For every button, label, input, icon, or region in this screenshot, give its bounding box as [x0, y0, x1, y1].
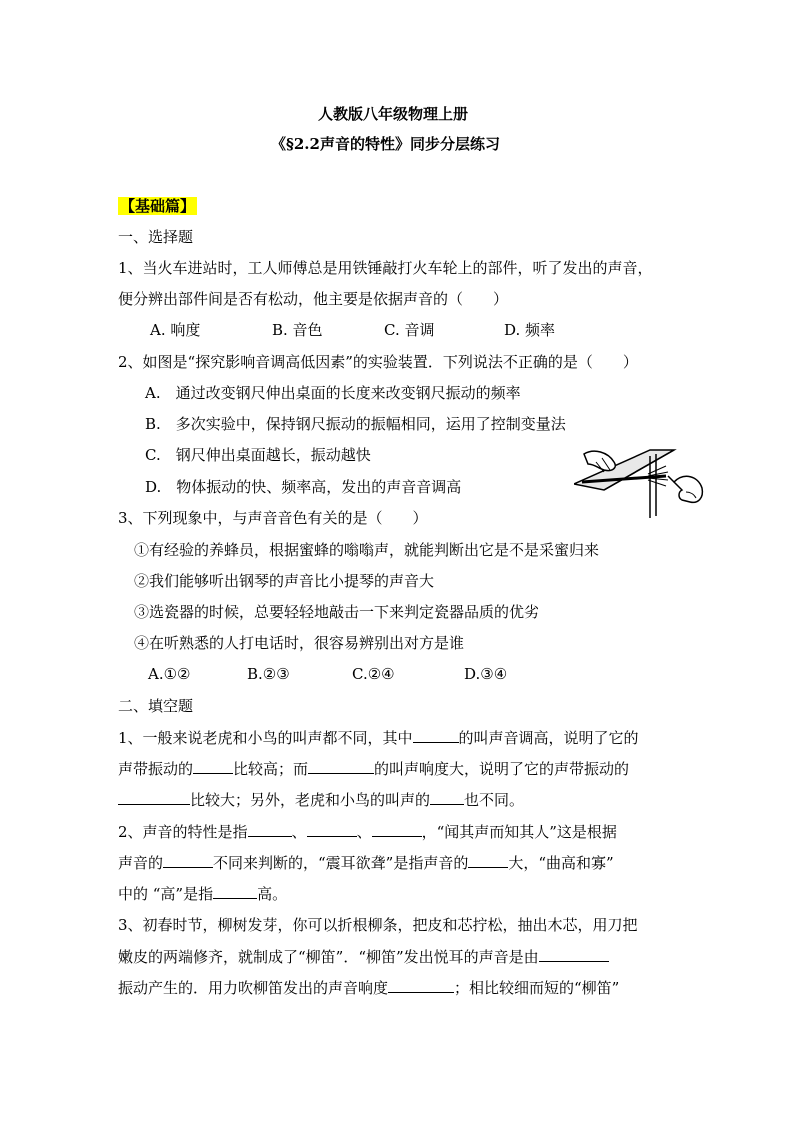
fill-q1-blank-1[interactable] [413, 727, 459, 743]
q3-option-b: B.②③ [247, 665, 290, 683]
fill-q1-text-c: 声带振动的 [118, 760, 194, 778]
fill-q2-blank-3[interactable] [372, 821, 422, 837]
q1-option-b: B. 音色 [272, 321, 323, 339]
fill-q2-text-a: 2、声音的特性是指 [118, 823, 248, 841]
fill-q1-line2 [118, 758, 629, 779]
q1-option-d: D. 频率 [504, 321, 556, 339]
fill-q3-text-c: ；相比较细而短的“柳笛” [454, 979, 620, 997]
section-basic-label [118, 196, 197, 216]
part2-heading: 二、填空题 [118, 697, 194, 715]
fill-q1-text-a: 1、一般来说老虎和小鸟的叫声都不同，其中 [118, 729, 413, 747]
fill-q2-text-g: 高。 [257, 885, 288, 903]
fill-q1-line1 [118, 727, 639, 748]
fill-q2-line2 [118, 852, 614, 873]
fill-q2-sep-1: 、 [291, 823, 307, 841]
fill-q1-blank-4[interactable] [118, 789, 190, 805]
q3-stem: 3、下列现象中，与声音音色有关的是（ ） [118, 509, 428, 527]
fill-q1-blank-2[interactable] [193, 758, 233, 774]
fill-q3-line1: 3、初春时节，柳树发芽，你可以折根柳条，把皮和芯拧松，抽出木芯，用刀把 [118, 916, 638, 934]
fill-q2-sep-2: 、 [356, 823, 372, 841]
fill-q2-blank-4[interactable] [163, 852, 213, 868]
fill-q3-blank-1[interactable] [539, 946, 609, 962]
steel-ruler-experiment-figure [574, 442, 710, 520]
q1-stem-line1: 1、当火车进站时，工人师傅总是用铁锤敲打火车轮上的部件，听了发出的声音， [118, 259, 653, 277]
q2-stem: 2、如图是“探究影响音调高低因素”的实验装置．下列说法不正确的是（ ） [118, 353, 638, 371]
q2-option-c: C. 钢尺伸出桌面越长，振动越快 [145, 446, 371, 464]
q3-option-d: D.③④ [464, 665, 508, 683]
fill-q2-text-b: ，“闻其声而知其人”这是根据 [421, 823, 617, 841]
fill-q3-text-a: 嫩皮的两端修齐，就制成了“柳笛”．“柳笛”发出悦耳的声音是由 [118, 948, 539, 966]
fill-q1-text-e: 的叫声响度大，说明了它的声带振动的 [374, 760, 630, 778]
fill-q2-blank-5[interactable] [468, 852, 508, 868]
q1-option-a: A. 响度 [150, 321, 201, 339]
q2-option-d: D. 物体振动的快、频率高，发出的声音音调高 [145, 478, 462, 496]
q3-item-1: ①有经验的养蜂员，根据蜜蜂的嗡嗡声，就能判断出它是不是采蜜归来 [134, 541, 600, 559]
fill-q2-blank-2[interactable] [307, 821, 357, 837]
fill-q1-text-f: 比较大；另外，老虎和小鸟的叫声的 [190, 791, 431, 809]
fill-q2-text-f: 中的 “高”是指 [118, 885, 214, 903]
q1-stem-line2: 便分辨出部件间是否有松动，他主要是依据声音的（ ） [118, 290, 509, 308]
fill-q2-blank-1[interactable] [248, 821, 292, 837]
q2-option-a: A. 通过改变钢尺伸出桌面的长度来改变钢尺振动的频率 [145, 384, 521, 402]
document-title: 人教版八年级物理上册 [318, 105, 469, 123]
fill-q1-blank-3[interactable] [308, 758, 374, 774]
q3-item-3: ③选瓷器的时候，总要轻轻地敲击一下来判定瓷器品质的优劣 [134, 603, 540, 621]
q2-option-b: B. 多次实验中，保持钢尺振动的振幅相同，运用了控制变量法 [145, 415, 566, 433]
fill-q2-text-d: 不同来判断的，“震耳欲聋”是指声音的 [213, 854, 469, 872]
fill-q3-text-b: 振动产生的．用力吹柳笛发出的声音响度 [118, 979, 389, 997]
q3-option-c: C.②④ [352, 665, 395, 683]
fill-q3-blank-2[interactable] [388, 977, 454, 993]
fill-q2-blank-6[interactable] [213, 883, 257, 899]
fill-q3-line3 [118, 977, 619, 998]
q3-item-4: ④在听熟悉的人打电话时，很容易辨别出对方是谁 [134, 634, 465, 652]
fill-q1-text-g: 也不同。 [464, 791, 525, 809]
fill-q1-blank-5[interactable] [430, 789, 464, 805]
fill-q1-line3 [118, 789, 524, 810]
fill-q1-text-d: 比较高；而 [233, 760, 309, 778]
q1-option-c: C. 音调 [384, 321, 435, 339]
section-basic-highlight: 【基础篇】 [120, 197, 196, 215]
q3-option-a: A.①② [148, 665, 191, 683]
part1-heading: 一、选择题 [118, 228, 194, 246]
q3-item-2: ②我们能够听出钢琴的声音比小提琴的声音大 [134, 572, 435, 590]
fill-q2-line1 [118, 821, 617, 842]
fill-q2-line3 [118, 883, 287, 904]
document-subtitle: 《§2.2声音的特性》同步分层练习 [271, 135, 500, 153]
fill-q1-text-b: 的叫声音调高，说明了它的 [458, 729, 639, 747]
fill-q3-line2 [118, 946, 609, 967]
fill-q2-text-c: 声音的 [118, 854, 164, 872]
fill-q2-text-e: 大，“曲高和寡” [508, 854, 614, 872]
